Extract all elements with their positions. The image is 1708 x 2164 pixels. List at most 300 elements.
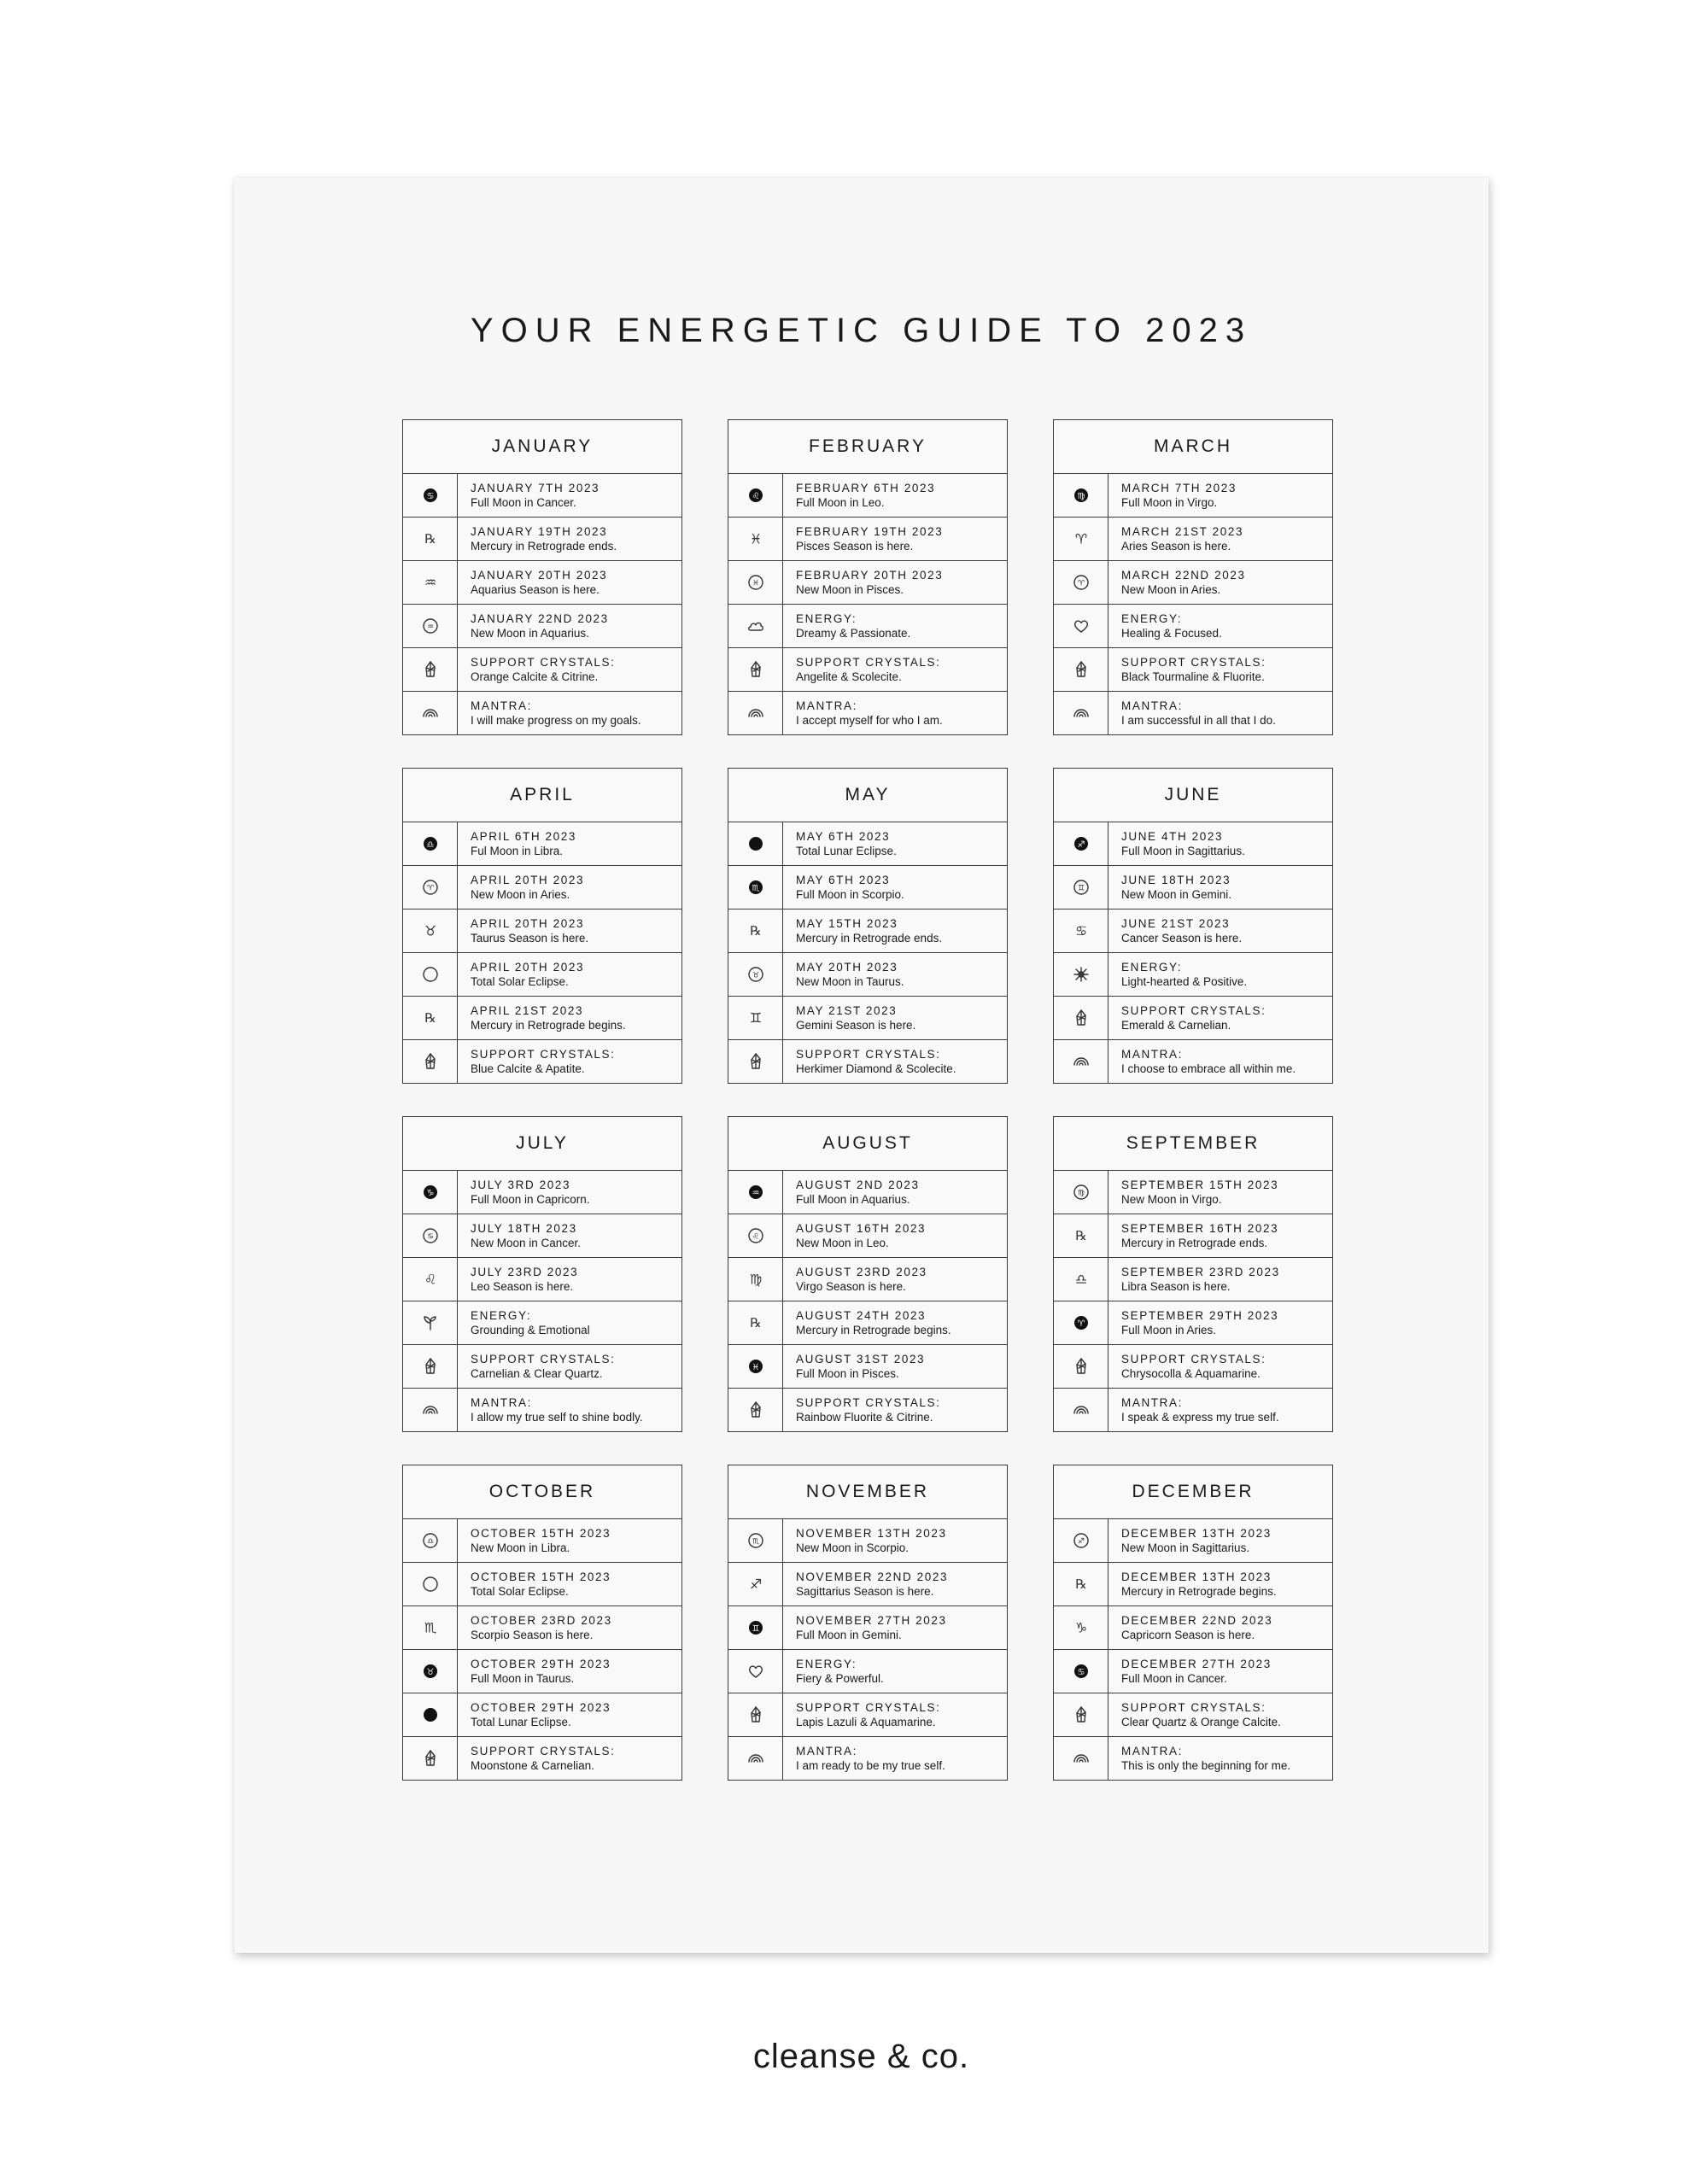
event-text [458, 1737, 681, 1780]
event-heading: DECEMBER 22ND 2023 [1121, 1614, 1273, 1627]
svg-text:♑: ♑ [1074, 1619, 1087, 1636]
event-row [728, 1214, 1007, 1258]
event-text [1108, 1606, 1332, 1649]
libra-new-moon-icon [403, 1519, 458, 1562]
svg-text:♍: ♍ [1077, 1189, 1085, 1198]
event-heading: JULY 18TH 2023 [471, 1222, 577, 1235]
svg-text:♍: ♍ [1077, 492, 1085, 501]
event-heading: OCTOBER 29TH 2023 [471, 1701, 611, 1714]
event-description: New Moon in Virgo. [1121, 1193, 1222, 1206]
leo-icon [403, 1258, 458, 1301]
event-row [403, 1650, 681, 1693]
event-description: I accept myself for who I am. [796, 714, 943, 727]
event-heading: JANUARY 19TH 2023 [471, 525, 608, 538]
aquarius-new-moon-icon [403, 605, 458, 647]
event-heading: APRIL 20TH 2023 [471, 961, 585, 974]
event-text [1108, 1214, 1332, 1257]
event-text [1108, 1563, 1332, 1605]
event-description: New Moon in Gemini. [1121, 888, 1232, 901]
gemini-full-moon-icon [728, 1606, 783, 1649]
event-text [783, 1214, 1007, 1257]
event-description: Mercury in Retrograde begins. [471, 1019, 626, 1032]
aquarius-full-moon-icon [728, 1171, 783, 1214]
libra-icon [1054, 1258, 1108, 1301]
event-description: I speak & express my true self. [1121, 1411, 1279, 1424]
event-row [728, 1040, 1007, 1083]
event-heading: MANTRA: [1121, 1396, 1183, 1409]
event-heading: OCTOBER 23RD 2023 [471, 1614, 612, 1627]
event-text [783, 1737, 1007, 1780]
svg-text:♋: ♋ [426, 492, 434, 501]
rainbow-icon [728, 1737, 783, 1780]
event-description: Light-hearted & Positive. [1121, 975, 1248, 988]
event-text [458, 1606, 681, 1649]
event-row [403, 692, 681, 734]
lunar-eclipse-icon [728, 822, 783, 865]
event-description: Gemini Season is here. [796, 1019, 916, 1032]
event-heading: OCTOBER 29TH 2023 [471, 1658, 611, 1670]
svg-text:♋: ♋ [1074, 922, 1087, 939]
crystal-icon [403, 1345, 458, 1388]
crystal-icon [728, 648, 783, 691]
event-row [1054, 1650, 1332, 1693]
event-text [783, 822, 1007, 865]
event-text [1108, 1040, 1332, 1083]
svg-text:♓: ♓ [752, 579, 759, 588]
event-row [1054, 1214, 1332, 1258]
leo-new-moon-icon [728, 1214, 783, 1257]
svg-text:℞: ℞ [749, 1315, 762, 1331]
event-heading: AUGUST 23RD 2023 [796, 1266, 927, 1278]
event-text [783, 1693, 1007, 1736]
event-row [728, 474, 1007, 518]
event-row [403, 474, 681, 518]
event-description: Libra Season is here. [1121, 1280, 1231, 1293]
event-row [1054, 1301, 1332, 1345]
event-text [458, 1519, 681, 1562]
event-heading: ENERGY: [796, 612, 857, 625]
event-description: Full Moon in Virgo. [1121, 496, 1218, 509]
month-card-october [402, 1465, 682, 1781]
event-description: Full Moon in Sagittarius. [1121, 845, 1245, 857]
event-text [783, 953, 1007, 996]
event-row [1054, 1389, 1332, 1431]
event-heading: AUGUST 31ST 2023 [796, 1353, 926, 1366]
event-description: Dreamy & Passionate. [796, 627, 911, 640]
event-heading: APRIL 6TH 2023 [471, 830, 576, 843]
month-card-september [1053, 1116, 1333, 1432]
event-text [1108, 1650, 1332, 1693]
event-description: Scorpio Season is here. [471, 1629, 594, 1641]
virgo-new-moon-icon [1054, 1171, 1108, 1214]
month-card-december [1053, 1465, 1333, 1781]
event-heading: MAY 6TH 2023 [796, 874, 891, 886]
sprout-icon [403, 1301, 458, 1344]
pisces-icon [728, 518, 783, 560]
event-description: I choose to embrace all within me. [1121, 1062, 1296, 1075]
svg-text:♓: ♓ [749, 530, 762, 547]
month-card-april [402, 768, 682, 1084]
event-heading: NOVEMBER 13TH 2023 [796, 1527, 947, 1540]
event-description: Total Solar Eclipse. [471, 1585, 569, 1598]
event-heading: AUGUST 24TH 2023 [796, 1309, 927, 1322]
svg-text:♍: ♍ [749, 1271, 762, 1288]
solar-eclipse-icon [403, 1563, 458, 1605]
event-text [1108, 1258, 1332, 1301]
event-description: Aries Season is here. [1121, 540, 1231, 553]
month-title: AUGUST [728, 1117, 1007, 1171]
event-description: Total Solar Eclipse. [471, 975, 569, 988]
svg-text:♐: ♐ [1077, 1537, 1085, 1547]
event-row [403, 1389, 681, 1431]
svg-text:♊: ♊ [749, 1009, 762, 1026]
event-description: New Moon in Libra. [471, 1541, 570, 1554]
rainbow-icon [1054, 1040, 1108, 1083]
month-card-march [1053, 419, 1333, 735]
svg-text:♎: ♎ [1074, 1271, 1087, 1288]
event-text [1108, 692, 1332, 734]
svg-text:℞: ℞ [424, 1010, 436, 1026]
taurus-full-moon-icon [403, 1650, 458, 1693]
event-row [728, 1563, 1007, 1606]
event-row [403, 561, 681, 605]
event-row [1054, 1040, 1332, 1083]
event-description: Mercury in Retrograde ends. [1121, 1237, 1268, 1249]
event-description: Emerald & Carnelian. [1121, 1019, 1231, 1032]
event-text [783, 518, 1007, 560]
event-row [1054, 997, 1332, 1040]
event-heading: SUPPORT CRYSTALS: [1121, 656, 1266, 669]
event-text [458, 1345, 681, 1388]
event-row [1054, 474, 1332, 518]
event-description: Full Moon in Pisces. [796, 1367, 899, 1380]
event-text [458, 648, 681, 691]
svg-text:♐: ♐ [1077, 840, 1085, 850]
event-description: Blue Calcite & Apatite. [471, 1062, 585, 1075]
svg-text:♋: ♋ [1077, 1668, 1085, 1677]
event-description: Mercury in Retrograde ends. [796, 932, 943, 945]
event-heading: SUPPORT CRYSTALS: [1121, 1701, 1266, 1714]
gemini-new-moon-icon [1054, 866, 1108, 909]
event-description: Capricorn Season is here. [1121, 1629, 1255, 1641]
event-heading: DECEMBER 13TH 2023 [1121, 1570, 1272, 1583]
cancer-full-moon-icon [1054, 1650, 1108, 1693]
event-heading: MARCH 7TH 2023 [1121, 482, 1237, 494]
event-description: Rainbow Fluorite & Citrine. [796, 1411, 933, 1424]
event-text [783, 474, 1007, 517]
event-heading: MARCH 21ST 2023 [1121, 525, 1244, 538]
event-text [1108, 474, 1332, 517]
event-description: Full Moon in Scorpio. [796, 888, 904, 901]
aries-icon [1054, 518, 1108, 560]
brand-logo: cleanse & co. [752, 2038, 970, 2075]
event-description: Mercury in Retrograde begins. [1121, 1585, 1277, 1598]
event-text [1108, 866, 1332, 909]
svg-text:♏: ♏ [752, 1537, 759, 1547]
svg-text:♓: ♓ [752, 1363, 759, 1372]
event-text [783, 997, 1007, 1039]
event-heading: SEPTEMBER 16TH 2023 [1121, 1222, 1279, 1235]
solar-eclipse-icon [403, 953, 458, 996]
event-heading: ENERGY: [471, 1309, 532, 1322]
event-heading: SUPPORT CRYSTALS: [1121, 1004, 1266, 1017]
event-description: I am ready to be my true self. [796, 1759, 945, 1772]
svg-text:℞: ℞ [424, 531, 436, 547]
event-row [1054, 1519, 1332, 1563]
event-heading: FEBRUARY 19TH 2023 [796, 525, 944, 538]
lunar-eclipse-icon [403, 1693, 458, 1736]
event-row [728, 866, 1007, 909]
event-text [783, 1258, 1007, 1301]
event-description: Full Moon in Cancer. [471, 496, 576, 509]
event-description: New Moon in Cancer. [471, 1237, 582, 1249]
event-heading: FEBRUARY 20TH 2023 [796, 569, 944, 582]
event-heading: MAY 20TH 2023 [796, 961, 898, 974]
guide-poster [234, 178, 1489, 2075]
gemini-icon [728, 997, 783, 1039]
sparkle-icon [1054, 953, 1108, 996]
event-text [1108, 822, 1332, 865]
crystal-icon [1054, 997, 1108, 1039]
event-row [728, 648, 1007, 692]
event-description: Moonstone & Carnelian. [471, 1759, 594, 1772]
leo-full-moon-icon [728, 474, 783, 517]
svg-text:♌: ♌ [752, 492, 759, 501]
event-text [458, 1040, 681, 1083]
event-text [783, 605, 1007, 647]
event-text [458, 1650, 681, 1693]
svg-text:♈: ♈ [1077, 1319, 1085, 1329]
event-text [458, 1171, 681, 1214]
month-title: OCTOBER [403, 1465, 681, 1519]
event-heading: FEBRUARY 6TH 2023 [796, 482, 936, 494]
svg-text:♑: ♑ [426, 1189, 434, 1198]
event-row [728, 1693, 1007, 1737]
event-description: I allow my true self to shine bodly. [471, 1411, 643, 1424]
event-heading: SUPPORT CRYSTALS: [1121, 1353, 1266, 1366]
month-card-august [728, 1116, 1008, 1432]
event-row [1054, 605, 1332, 648]
event-text [783, 1040, 1007, 1083]
event-row [403, 648, 681, 692]
event-row [403, 1519, 681, 1563]
event-description: Angelite & Scolecite. [796, 670, 902, 683]
aries-new-moon-icon [403, 866, 458, 909]
event-heading: APRIL 21ST 2023 [471, 1004, 584, 1017]
svg-text:♒: ♒ [424, 574, 436, 591]
event-heading: JANUARY 20TH 2023 [471, 569, 608, 582]
event-text [783, 866, 1007, 909]
event-row [728, 997, 1007, 1040]
event-text [458, 518, 681, 560]
month-card-may [728, 768, 1008, 1084]
crystal-icon [403, 1737, 458, 1780]
event-text [458, 561, 681, 604]
retrograde-icon [403, 997, 458, 1039]
svg-text:♌: ♌ [424, 1271, 436, 1288]
cancer-icon [1054, 909, 1108, 952]
aquarius-icon [403, 561, 458, 604]
svg-text:♎: ♎ [426, 1537, 434, 1547]
svg-text:♏: ♏ [752, 884, 759, 893]
rainbow-icon [403, 692, 458, 734]
event-heading: SEPTEMBER 23RD 2023 [1121, 1266, 1280, 1278]
event-heading: ENERGY: [1121, 961, 1183, 974]
rainbow-icon [728, 692, 783, 734]
event-heading: JULY 23RD 2023 [471, 1266, 579, 1278]
page-title: YOUR ENERGETIC GUIDE TO 2023 [470, 312, 1253, 349]
event-heading: SUPPORT CRYSTALS: [471, 656, 616, 669]
event-heading: APRIL 20TH 2023 [471, 874, 585, 886]
event-text [783, 1650, 1007, 1693]
svg-text:♐: ♐ [749, 1576, 762, 1593]
libra-full-moon-icon [403, 822, 458, 865]
event-row [1054, 1606, 1332, 1650]
event-text [458, 997, 681, 1039]
event-description: Grounding & Emotional [471, 1324, 590, 1336]
svg-text:℞: ℞ [1074, 1228, 1087, 1243]
event-row [1054, 1693, 1332, 1737]
event-row [1054, 1258, 1332, 1301]
virgo-full-moon-icon [1054, 474, 1108, 517]
retrograde-icon [1054, 1214, 1108, 1257]
month-title: JANUARY [403, 420, 681, 474]
event-text [783, 1563, 1007, 1605]
crystal-icon [403, 648, 458, 691]
event-text [1108, 605, 1332, 647]
event-description: New Moon in Pisces. [796, 583, 904, 596]
event-heading: ENERGY: [1121, 612, 1183, 625]
event-row [403, 605, 681, 648]
svg-text:♋: ♋ [426, 1232, 434, 1242]
month-grid [402, 419, 1333, 1781]
crystal-icon [1054, 1693, 1108, 1736]
event-description: New Moon in Aquarius. [471, 627, 589, 640]
month-card-february [728, 419, 1008, 735]
event-description: Fiery & Powerful. [796, 1672, 884, 1685]
event-description: Ful Moon in Libra. [471, 845, 564, 857]
event-text [458, 692, 681, 734]
event-heading: MAY 6TH 2023 [796, 830, 891, 843]
event-text [783, 909, 1007, 952]
event-heading: MAY 15TH 2023 [796, 917, 898, 930]
event-text [783, 1301, 1007, 1344]
event-description: Mercury in Retrograde begins. [796, 1324, 951, 1336]
event-heading: SEPTEMBER 29TH 2023 [1121, 1309, 1279, 1322]
month-card-november [728, 1465, 1008, 1781]
event-text [1108, 518, 1332, 560]
event-description: Orange Calcite & Citrine. [471, 670, 599, 683]
rainbow-icon [403, 1389, 458, 1431]
event-description: Lapis Lazuli & Aquamarine. [796, 1716, 936, 1728]
event-description: Carnelian & Clear Quartz. [471, 1367, 603, 1380]
event-row [403, 1214, 681, 1258]
event-text [1108, 909, 1332, 952]
month-card-january [402, 419, 682, 735]
event-description: Total Lunar Eclipse. [796, 845, 897, 857]
event-description: Virgo Season is here. [796, 1280, 906, 1293]
event-row [728, 1301, 1007, 1345]
event-description: Total Lunar Eclipse. [471, 1716, 571, 1728]
event-heading: MANTRA: [796, 699, 857, 712]
aries-full-moon-icon [1054, 1301, 1108, 1344]
event-row [1054, 866, 1332, 909]
event-description: Aquarius Season is here. [471, 583, 600, 596]
sagittarius-full-moon-icon [1054, 822, 1108, 865]
svg-text:♌: ♌ [752, 1232, 759, 1242]
rainbow-icon [1054, 1389, 1108, 1431]
event-text [458, 474, 681, 517]
sagittarius-icon [728, 1563, 783, 1605]
month-title: NOVEMBER [728, 1465, 1007, 1519]
event-heading: OCTOBER 15TH 2023 [471, 1527, 611, 1540]
event-description: Clear Quartz & Orange Calcite. [1121, 1716, 1281, 1728]
event-heading: MARCH 22ND 2023 [1121, 569, 1246, 582]
event-row [728, 1389, 1007, 1431]
event-heading: SUPPORT CRYSTALS: [796, 1701, 941, 1714]
event-heading: MAY 21ST 2023 [796, 1004, 898, 1017]
event-row [403, 997, 681, 1040]
event-heading: AUGUST 16TH 2023 [796, 1222, 927, 1235]
svg-text:♈: ♈ [426, 884, 434, 893]
month-title: SEPTEMBER [1054, 1117, 1332, 1171]
event-text [458, 866, 681, 909]
event-description: New Moon in Sagittarius. [1121, 1541, 1250, 1554]
event-row [728, 1650, 1007, 1693]
scorpio-new-moon-icon [728, 1519, 783, 1562]
event-text [458, 1693, 681, 1736]
month-title: DECEMBER [1054, 1465, 1332, 1519]
crystal-icon [728, 1389, 783, 1431]
cancer-new-moon-icon [403, 1214, 458, 1257]
event-row [728, 1737, 1007, 1780]
event-text [458, 1563, 681, 1605]
svg-text:℞: ℞ [749, 923, 762, 939]
crystal-icon [728, 1693, 783, 1736]
event-text [1108, 648, 1332, 691]
event-text [458, 1258, 681, 1301]
svg-text:♉: ♉ [426, 1668, 434, 1677]
event-heading: NOVEMBER 22ND 2023 [796, 1570, 949, 1583]
event-text [458, 953, 681, 996]
event-heading: APRIL 20TH 2023 [471, 917, 585, 930]
event-description: Full Moon in Capricorn. [471, 1193, 590, 1206]
month-card-july [402, 1116, 682, 1432]
event-text [783, 1606, 1007, 1649]
event-text [1108, 1171, 1332, 1214]
event-row [728, 1171, 1007, 1214]
svg-text:♉: ♉ [424, 922, 436, 939]
event-description: Taurus Season is here. [471, 932, 589, 945]
event-text [1108, 1519, 1332, 1562]
svg-text:♒: ♒ [426, 623, 434, 632]
event-row [1054, 1171, 1332, 1214]
event-description: Leo Season is here. [471, 1280, 574, 1293]
svg-text:♈: ♈ [1074, 530, 1087, 547]
event-row [403, 1345, 681, 1389]
month-title: MAY [728, 769, 1007, 822]
svg-text:♏: ♏ [424, 1619, 436, 1636]
event-text [783, 1345, 1007, 1388]
event-row [1054, 1345, 1332, 1389]
virgo-icon [728, 1258, 783, 1301]
svg-text:♊: ♊ [752, 1624, 759, 1634]
event-row [403, 1737, 681, 1780]
event-text [458, 909, 681, 952]
event-heading: SUPPORT CRYSTALS: [796, 1396, 941, 1409]
svg-text:♒: ♒ [752, 1189, 759, 1198]
event-description: This is only the beginning for me. [1121, 1759, 1291, 1772]
